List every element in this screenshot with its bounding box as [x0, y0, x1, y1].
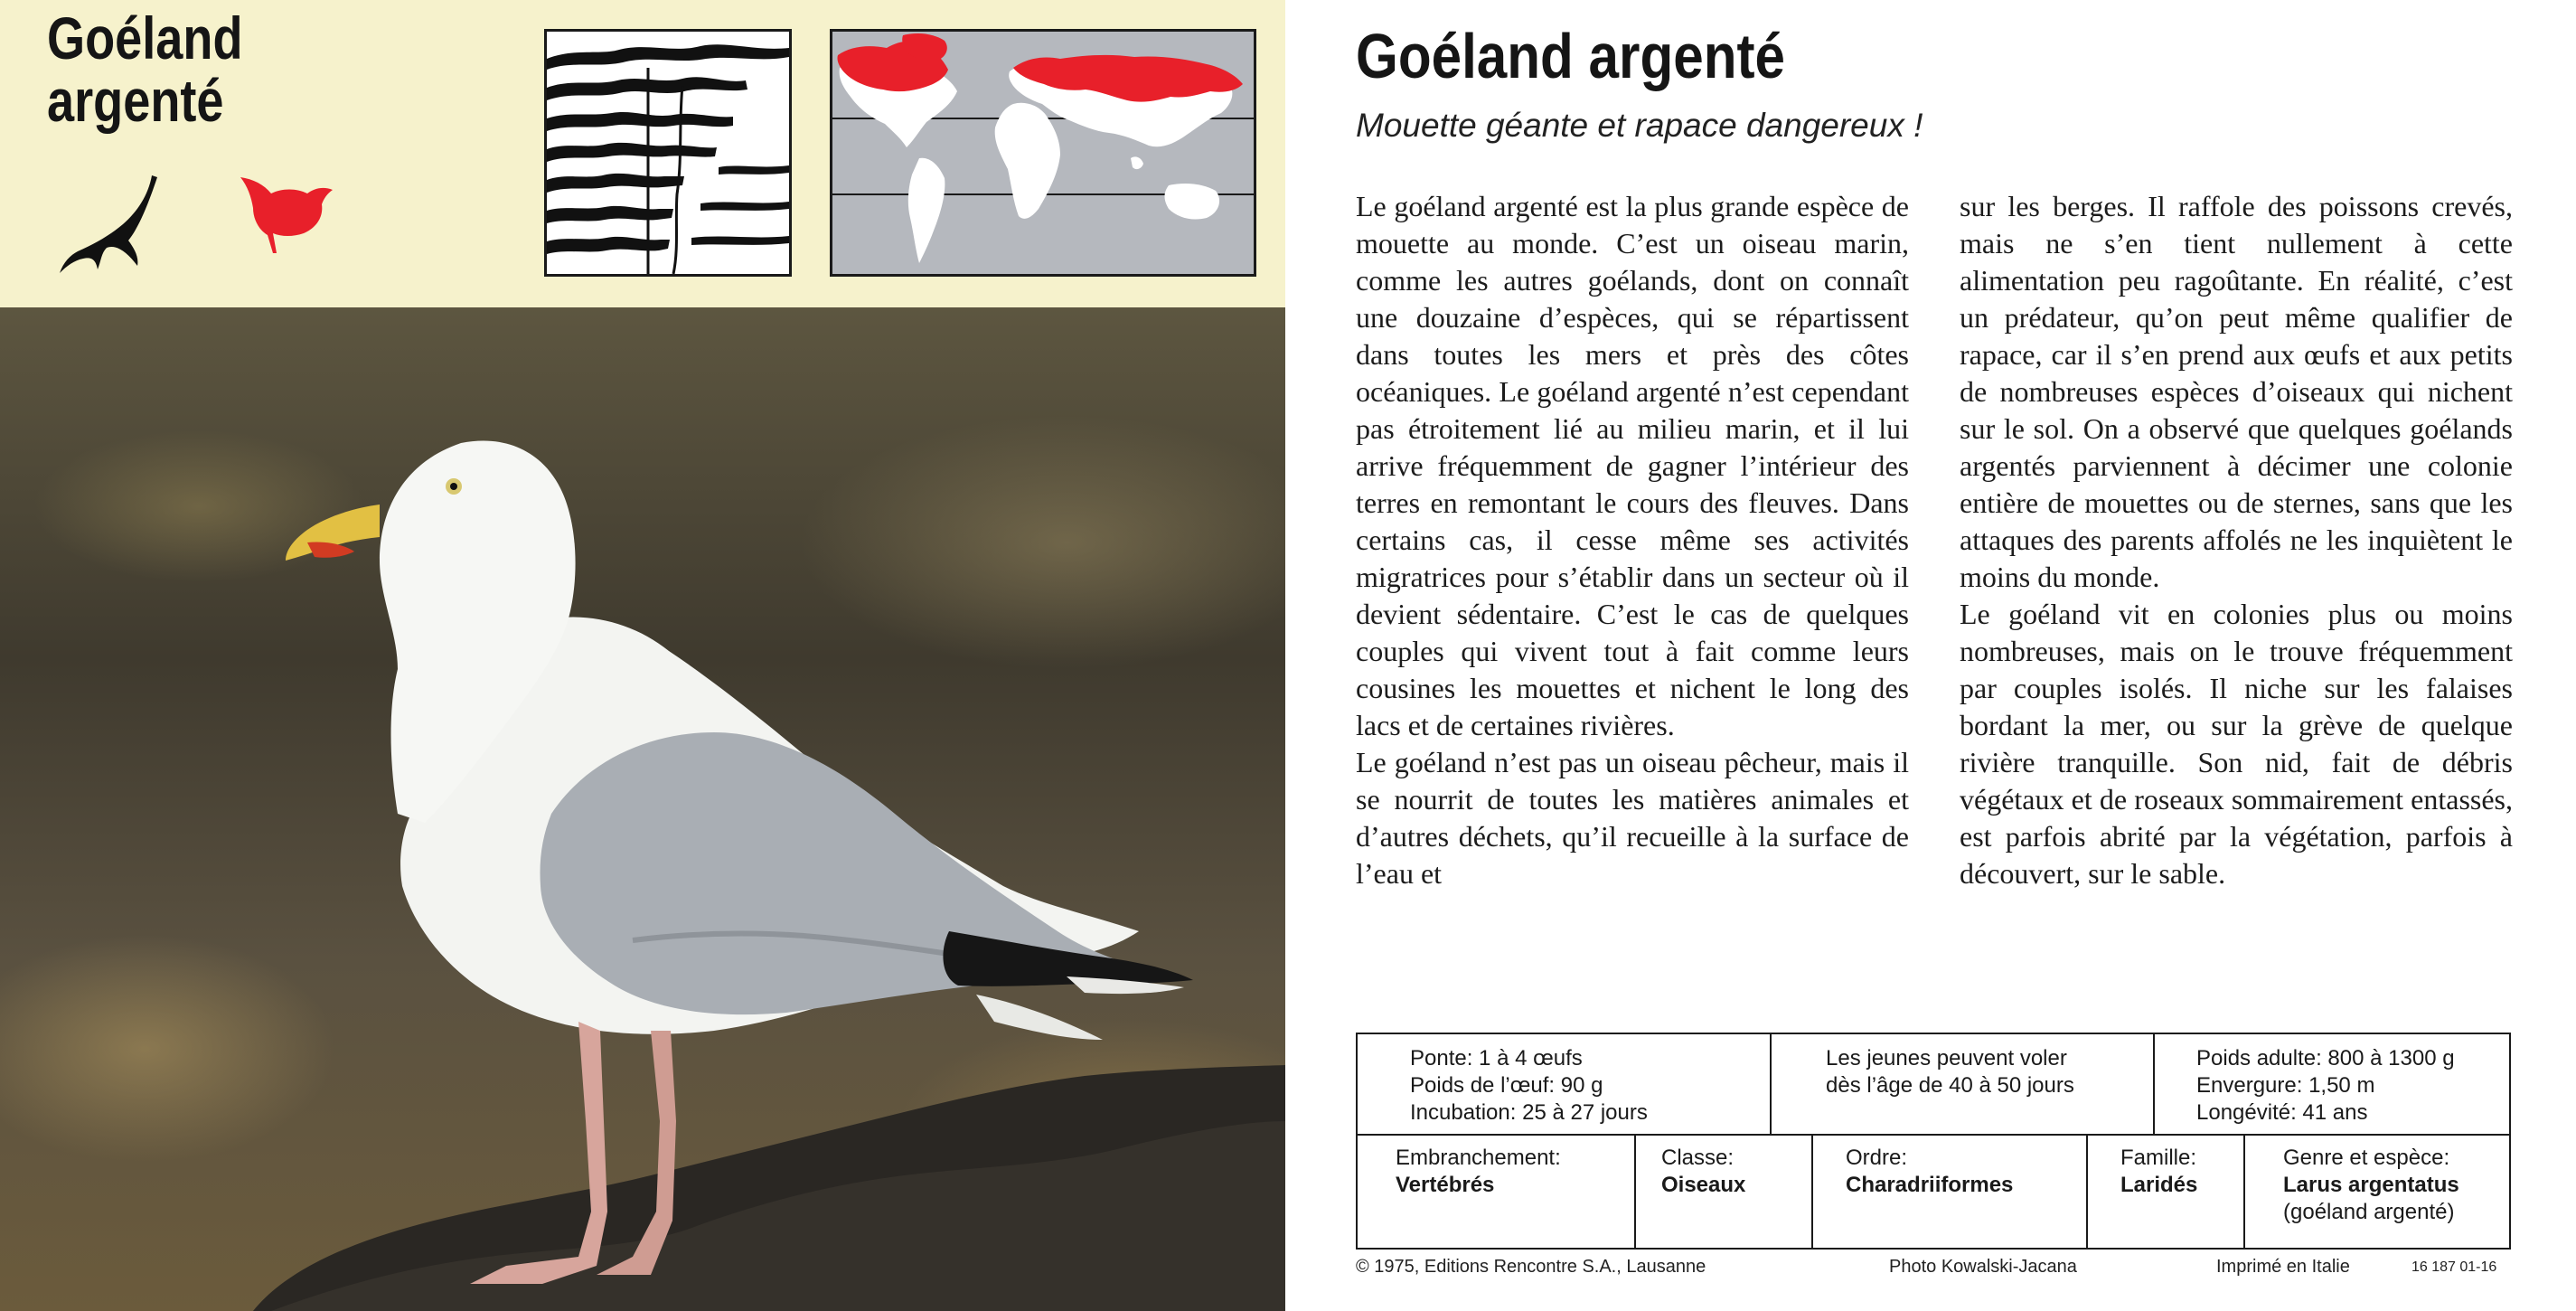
taxon-label: Genre et espèce: [2283, 1146, 2450, 1170]
taxon-genre [2243, 1136, 2509, 1248]
taxon-value: Oiseaux [1661, 1173, 1746, 1197]
fact-line: Incubation: 25 à 27 jours [1410, 1100, 1648, 1125]
bird-foot-icon [51, 168, 177, 277]
front-title [47, 7, 314, 133]
body-paragraph: Le goéland n’est pas un oiseau pêcheur, mais il se nourrit de toutes les matières animales et d’autres déchets, qu’il recueille à la surface de l’eau et [1356, 746, 1909, 890]
front-title-line1: Goéland [47, 5, 243, 71]
taxon-label: Embranchement: [1396, 1146, 1561, 1170]
taxon-value: Larus argentatus [2283, 1173, 2459, 1197]
taxon-embranchement [1358, 1136, 1634, 1248]
adult-cell [2153, 1034, 2509, 1134]
body-paragraph: Le goéland argenté est la plus grande espèce de mouette au monde. C’est un oiseau marin, comme les autres goélands, dont on connaît une douzaine d’espèces, qui se répartissent dans toutes les mers et près des côtes océaniques. Le goéland argenté n’est cependant pas étroitement lié au milieu marin, et il lui arrive fréquemment de gagner l’intérieur des terres en remontant le cours des fleuves. Dans certains cas, il cesse même ses activités migratrices pour s’établir dans un secteur où il devient sédentaire. C’est le cas de quelques couples qui vivent tout à fait comme leurs cousines les mouettes et nichent le long des lacs et de certaines rivières. [1356, 190, 1909, 741]
taxon-label: Classe: [1661, 1146, 1735, 1170]
taxon-classe [1634, 1136, 1811, 1248]
taxon-value: Vertébrés [1396, 1173, 1495, 1197]
reproduction-cell [1358, 1034, 1770, 1134]
taxon-famille [2086, 1136, 2243, 1248]
card-code: 16 187 01-16 [2411, 1259, 2497, 1275]
front-title-line2: argenté [47, 67, 224, 135]
taxon-value: Charadriiformes [1846, 1173, 2014, 1197]
facts-row-taxonomy [1358, 1136, 2509, 1248]
fact-line: dès l’âge de 40 à 50 jours [1826, 1073, 2074, 1098]
fact-line: Les jeunes peuvent voler [1826, 1046, 2067, 1070]
fact-line: Poids de l’œuf: 90 g [1410, 1073, 1603, 1098]
taxon-label: Ordre: [1846, 1146, 1908, 1170]
body-paragraph: sur les berges. Il raffole des poissons crevés, mais ne s’en tient nullement à cette alimentation peu ragoûtante. En réalité, c’est un prédateur, qu’on peut même qualifier de rapace, car il s’en prend aux œufs et aux petits de nombreuses espèces d’oiseaux qui nichent sur le sol. On a observé que quelques goélands argentés parviennent à décimer une colonie entière de mouettes ou de sternes, sans que les attaques des parents affolés ne les inquiètent le moins du monde. [1960, 190, 2513, 593]
body-column-left [1356, 188, 1909, 892]
herring-gull-photo [0, 307, 1285, 1311]
taxon-value: Laridés [2120, 1173, 2198, 1197]
taxon-label: Famille: [2120, 1146, 2197, 1170]
page-title: Goéland argenté [1356, 21, 1786, 91]
body-column-right [1960, 188, 2513, 892]
young-cell [1770, 1034, 2153, 1134]
fact-line: Longévité: 41 ans [2196, 1100, 2368, 1125]
fact-line: Ponte: 1 à 4 œufs [1410, 1046, 1583, 1070]
card-back [1302, 0, 2576, 1311]
cliff-coast-habitat-icon [544, 29, 792, 277]
facts-table [1356, 1033, 2511, 1250]
body-paragraph: Le goéland vit en colonies plus ou moins nombreuses, mais on le trouve fréquemment par couples isolés. Il niche sur les falaises bordant la mer, ou sur la grève de quelque rivière tranquille. Son nid, fait de débris végétaux et de roseaux sommairement entassés, est parfois abrité par la végétation, parfois à découvert, sur le sable. [1960, 598, 2513, 890]
page-subtitle: Mouette géante et rapace dangereux ! [1356, 107, 1923, 144]
fact-line: Envergure: 1,50 m [2196, 1073, 2375, 1098]
copyright-notice: © 1975, Editions Rencontre S.A., Lausanne [1356, 1257, 1706, 1277]
card-front [0, 0, 1285, 1311]
red-bird-silhouette-icon [237, 163, 336, 271]
photo-credit: Photo Kowalski-Jacana [1889, 1257, 2077, 1277]
facts-row-biology [1358, 1034, 2509, 1136]
taxon-common-name: (goéland argenté) [2283, 1200, 2455, 1224]
taxon-ordre [1811, 1136, 2086, 1248]
printed-in: Imprimé en Italie [2216, 1257, 2350, 1277]
fact-line: Poids adulte: 800 à 1300 g [2196, 1046, 2455, 1070]
world-distribution-map [830, 29, 1256, 277]
